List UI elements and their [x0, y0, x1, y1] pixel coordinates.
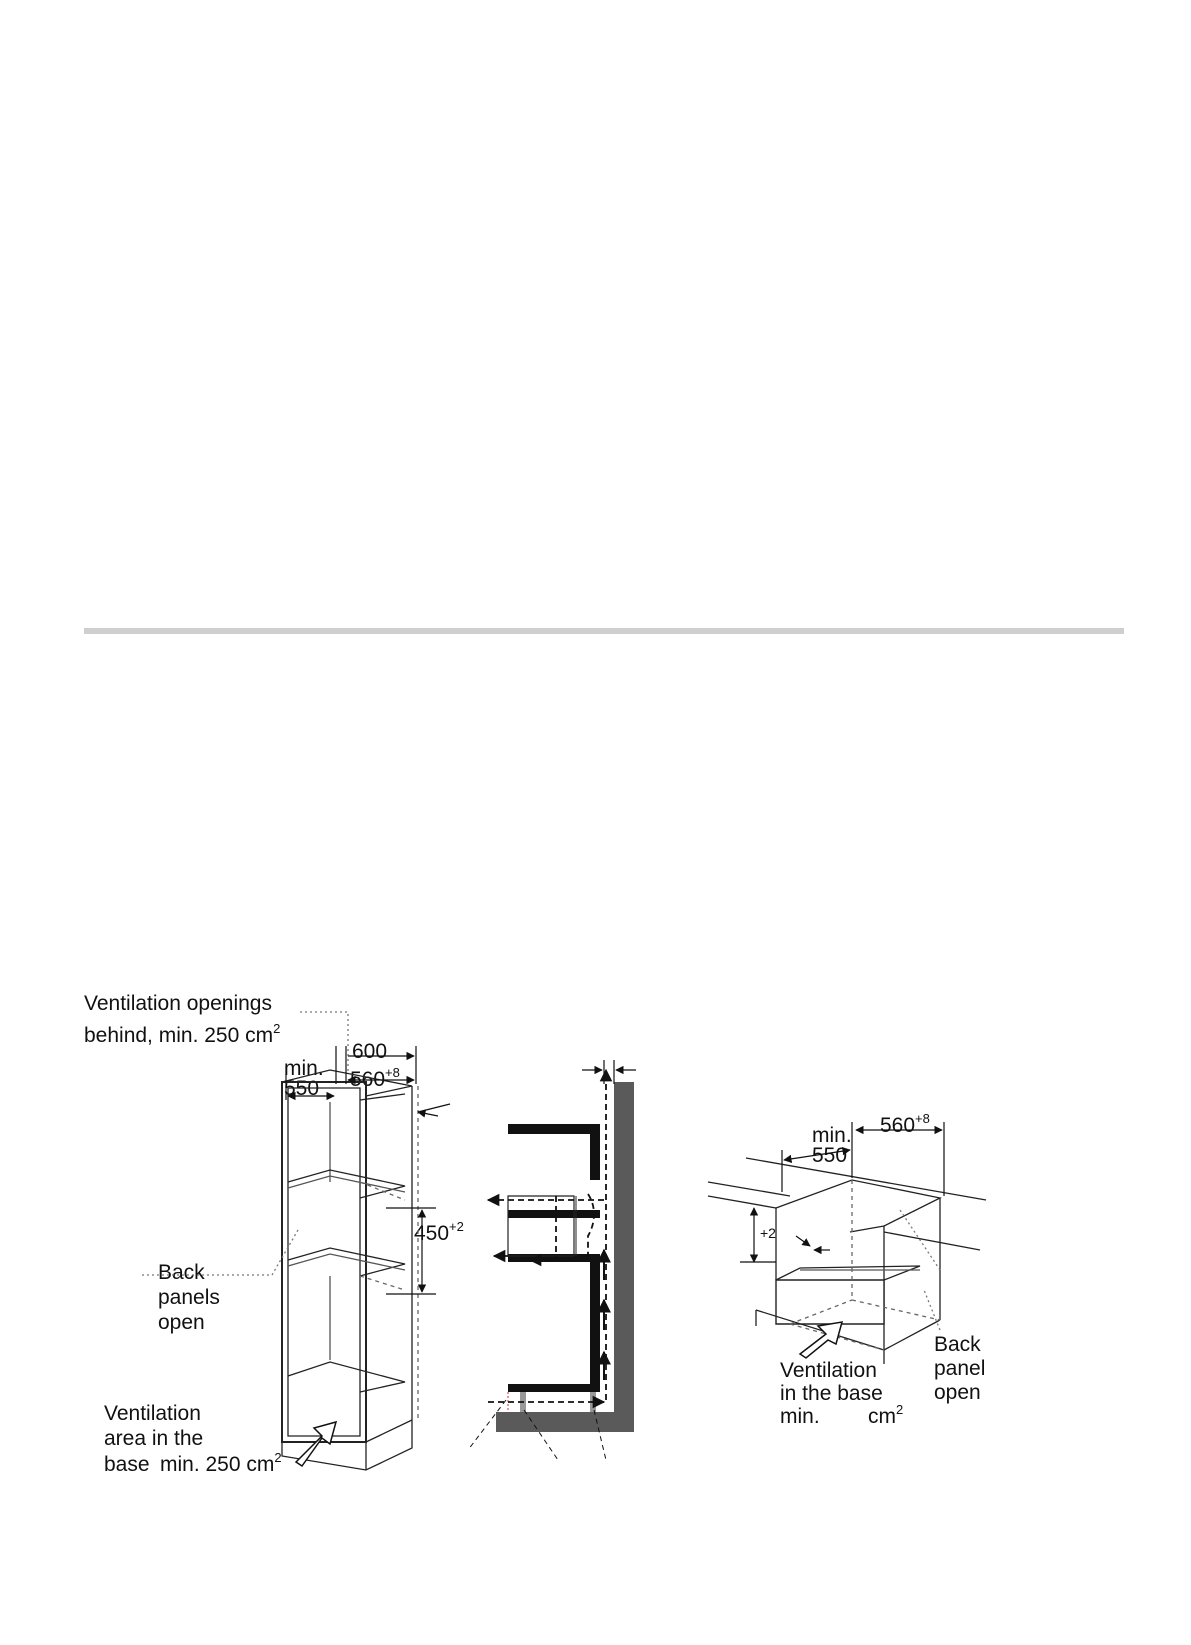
r-label-back-3: open [934, 1381, 981, 1404]
label-behind-min-250: behind, min. 250 $cm^2$ [84, 1021, 281, 1047]
label-vent-area-4: min. 250 $cm^2$ [160, 1450, 282, 1476]
r-dim-plus2: +2 [760, 1225, 776, 1241]
section-view-drawing [468, 1060, 636, 1460]
label-back-1: Back [158, 1261, 205, 1284]
r-label-vent-2: in the base [780, 1382, 883, 1405]
label-back-3: open [158, 1311, 205, 1334]
r-label-vent-3: min. [780, 1405, 820, 1428]
r-label-back-1: Back [934, 1333, 981, 1356]
dim-450: $450^{+2}$ [414, 1219, 464, 1245]
label-ventilation-openings: Ventilation openings [84, 992, 272, 1015]
label-back-2: panels [158, 1286, 220, 1309]
r-label-back-2: panel [934, 1357, 986, 1380]
dim-560-left: $560^{+8}$ [350, 1065, 400, 1091]
tall-cabinet-drawing [142, 1012, 418, 1470]
label-vent-area-3: base [104, 1453, 150, 1476]
r-label-vent-4: $cm^2$ [868, 1402, 904, 1428]
left-vent-arrow [296, 1422, 336, 1466]
dim-min-left: min. [284, 1057, 324, 1080]
r-label-vent-1: Ventilation [780, 1359, 877, 1382]
r-dim-560: $560^{+8}$ [880, 1111, 930, 1137]
label-vent-area-1: Ventilation [104, 1402, 201, 1425]
label-vent-area-2: area in the [104, 1427, 204, 1450]
dim-550-left: 550 [284, 1077, 320, 1100]
dim-600: 600 [352, 1040, 388, 1063]
tall-cabinet-dimensions [286, 1046, 450, 1294]
right-vent-arrow [800, 1322, 842, 1358]
r-dim-min: min. [812, 1124, 852, 1147]
r-dim-550: 550 [812, 1144, 848, 1167]
